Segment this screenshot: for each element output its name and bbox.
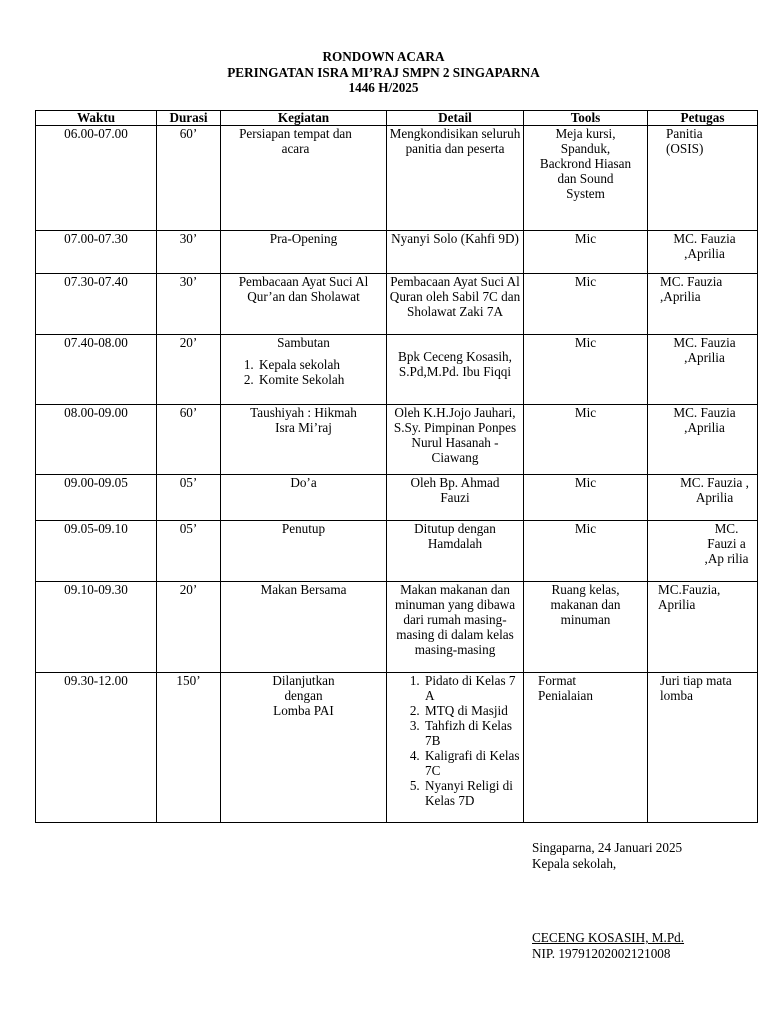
table-row: [36, 521, 758, 582]
detail-list: [389, 673, 521, 808]
cell-durasi: 60’: [157, 126, 221, 231]
cell-waktu: 08.00-09.00: [36, 405, 157, 475]
list-item: 1. Pidato di Kelas 7 A: [423, 673, 521, 703]
cell-kegiatan: Persiapan tempat dan acara: [221, 126, 387, 231]
cell-detail: [387, 673, 524, 823]
cell-tools: Mic: [524, 405, 648, 475]
table-row: [36, 673, 758, 823]
document-header: [0, 49, 768, 96]
kegiatan-label: Sambutan: [277, 335, 330, 350]
signature-block-bottom: [532, 930, 684, 962]
cell-kegiatan: Pra-Opening: [221, 231, 387, 274]
cell-durasi: 05’: [157, 475, 221, 521]
table-row: [36, 582, 758, 673]
column-header-petugas: Petugas: [648, 111, 758, 126]
cell-kegiatan: Dilanjutkan dengan Lomba PAI: [221, 673, 387, 823]
cell-waktu: 09.00-09.05: [36, 475, 157, 521]
cell-durasi: 20’: [157, 335, 221, 405]
signer-name: CECENG KOSASIH, M.Pd.: [532, 930, 685, 945]
column-header-durasi: Durasi: [157, 111, 221, 126]
cell-durasi: 30’: [157, 231, 221, 274]
rundown-table: [35, 110, 758, 823]
column-header-detail: Detail: [387, 111, 524, 126]
cell-detail: Pembacaan Ayat Suci Al Quran oleh Sabil 7C dan Sholawat Zaki 7A: [387, 274, 524, 335]
cell-detail: [387, 335, 524, 405]
signature-block-top: [532, 840, 682, 872]
document-year: 1446 H/2025: [348, 80, 419, 95]
list-item: 4. Kaligrafi di Kelas 7C: [423, 748, 521, 778]
table-row: [36, 405, 758, 475]
cell-waktu: 07.40-08.00: [36, 335, 157, 405]
list-item: 5. Nyanyi Religi di Kelas 7D: [423, 778, 521, 808]
cell-petugas: MC. Fauzia ,Aprilia: [648, 335, 758, 405]
detail-text: Bpk Ceceng Kosasih, S.Pd,M.Pd. Ibu Fiqqi: [398, 349, 512, 379]
cell-tools: Mic: [524, 521, 648, 582]
list-item: 2. MTQ di Masjid: [423, 703, 521, 718]
cell-kegiatan: Taushiyah : Hikmah Isra Mi’raj: [221, 405, 387, 475]
cell-waktu: 07.30-07.40: [36, 274, 157, 335]
cell-detail: Makan makanan dan minuman yang dibawa dari rumah masing-masing di dalam kelas masing-masing: [387, 582, 524, 673]
document-title: RONDOWN ACARA: [322, 49, 445, 64]
cell-kegiatan: [221, 335, 387, 405]
cell-kegiatan: Do’a: [221, 475, 387, 521]
cell-tools: Format Penialaian: [524, 673, 648, 823]
cell-waktu: 09.05-09.10: [36, 521, 157, 582]
cell-durasi: 05’: [157, 521, 221, 582]
table-header-row: [36, 111, 758, 126]
column-header-kegiatan: Kegiatan: [221, 111, 387, 126]
cell-detail: Nyanyi Solo (Kahfi 9D): [387, 231, 524, 274]
cell-detail: Oleh K.H.Jojo Jauhari, S.Sy. Pimpinan Ponpes Nurul Hasanah - Ciawang: [387, 405, 524, 475]
column-header-tools: Tools: [524, 111, 648, 126]
cell-petugas: MC. Fauzia ,Aprilia: [648, 231, 758, 274]
cell-petugas: MC. Fauzia ,Aprilia: [648, 405, 758, 475]
table-row: [36, 475, 758, 521]
cell-durasi: 150’: [157, 673, 221, 823]
cell-petugas: MC.Fauzia, Aprilia: [648, 582, 758, 673]
document-subtitle: PERINGATAN ISRA MI’RAJ SMPN 2 SINGAPARNA: [227, 64, 540, 80]
cell-tools: Mic: [524, 231, 648, 274]
cell-kegiatan: Makan Bersama: [221, 582, 387, 673]
cell-petugas: MC. Fauzia , Aprilia: [648, 475, 758, 521]
kegiatan-list: [223, 357, 384, 387]
cell-tools: Ruang kelas, makanan dan minuman: [524, 582, 648, 673]
cell-durasi: 30’: [157, 274, 221, 335]
table-row: [36, 231, 758, 274]
list-item: 2. Komite Sekolah: [257, 372, 384, 387]
place-date: Singaparna, 24 Januari 2025: [532, 840, 683, 855]
column-header-waktu: Waktu: [36, 111, 157, 126]
cell-tools: Meja kursi, Spanduk, Backrond Hiasan dan Sound System: [524, 126, 648, 231]
cell-waktu: 06.00-07.00: [36, 126, 157, 231]
list-item: 3. Tahfizh di Kelas 7B: [423, 718, 521, 748]
signer-role: Kepala sekolah,: [532, 856, 617, 871]
cell-detail: Ditutup dengan Hamdalah: [387, 521, 524, 582]
cell-durasi: 60’: [157, 405, 221, 475]
table-row: [36, 335, 758, 405]
cell-tools: Mic: [524, 274, 648, 335]
cell-durasi: 20’: [157, 582, 221, 673]
cell-petugas: MC. Fauzi a ,Ap rilia: [648, 521, 758, 582]
cell-petugas: Panitia (OSIS): [648, 126, 758, 231]
cell-waktu: 09.30-12.00: [36, 673, 157, 823]
cell-waktu: 07.00-07.30: [36, 231, 157, 274]
cell-tools: Mic: [524, 335, 648, 405]
cell-petugas: Juri tiap mata lomba: [648, 673, 758, 823]
table-row: [36, 126, 758, 231]
cell-waktu: 09.10-09.30: [36, 582, 157, 673]
signer-nip: NIP. 19791202002121008: [532, 946, 671, 961]
table-row: [36, 274, 758, 335]
cell-tools: Mic: [524, 475, 648, 521]
cell-petugas: MC. Fauzia ,Aprilia: [648, 274, 758, 335]
cell-kegiatan: Pembacaan Ayat Suci Al Qur’an dan Sholawat: [221, 274, 387, 335]
list-item: 1. Kepala sekolah: [257, 357, 384, 372]
cell-detail: Oleh Bp. Ahmad Fauzi: [387, 475, 524, 521]
cell-kegiatan: Penutup: [221, 521, 387, 582]
cell-detail: Mengkondisikan seluruh panitia dan peserta: [387, 126, 524, 231]
